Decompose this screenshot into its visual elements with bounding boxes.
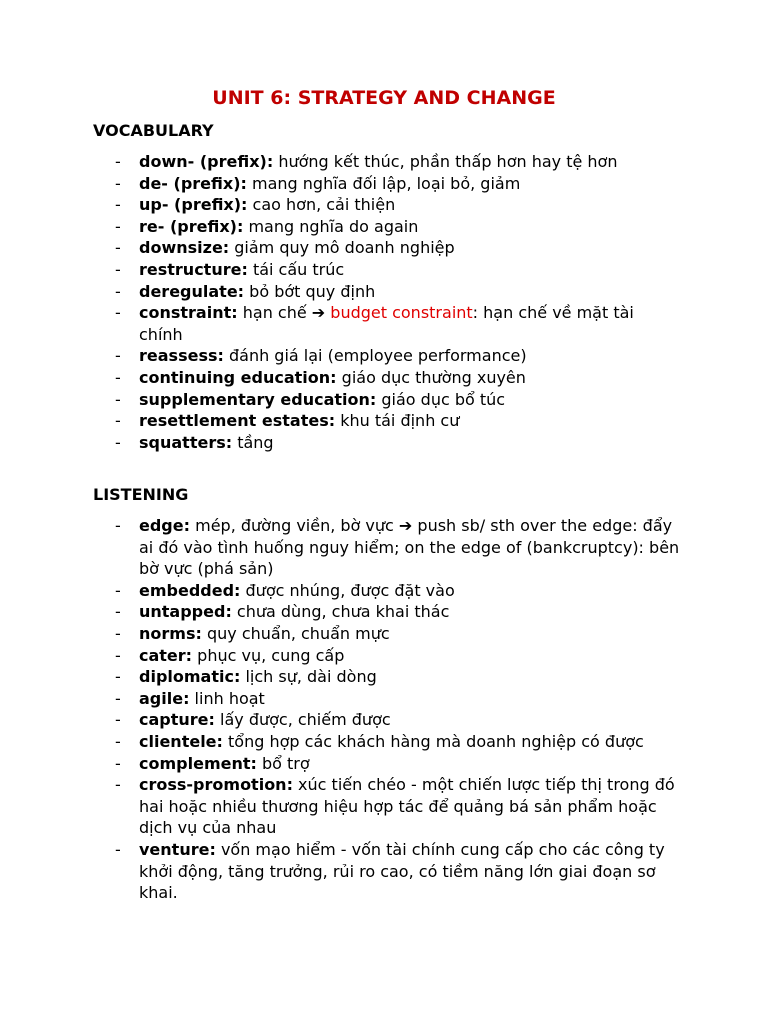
page-title: UNIT 6: STRATEGY AND CHANGE	[212, 87, 556, 109]
bullet-dash: -	[115, 152, 121, 171]
term: complement:	[139, 753, 257, 773]
term: constraint:	[139, 303, 238, 323]
term: de- (prefix):	[139, 173, 247, 193]
definition: giáo dục thường xuyên	[336, 367, 526, 387]
vocabulary-list	[0, 151, 768, 453]
term: clientele:	[139, 731, 223, 751]
definition: khu tái định cư	[335, 411, 460, 431]
bullet-dash: -	[115, 389, 121, 409]
list-item	[0, 753, 768, 775]
term: venture:	[139, 839, 216, 859]
bullet-dash: -	[115, 775, 121, 795]
list-item	[0, 839, 768, 904]
list-item	[0, 623, 768, 645]
term: cross-promotion:	[139, 775, 293, 795]
bullet-dash: -	[115, 432, 121, 452]
definition: quy chuẩn, chuẩn mực	[201, 623, 390, 643]
bullet-dash: -	[115, 195, 121, 215]
list-item	[0, 580, 768, 602]
bullet-dash: -	[115, 346, 121, 366]
bullet-dash: -	[115, 731, 121, 751]
bullet-dash: -	[115, 667, 121, 687]
list-item	[0, 259, 768, 281]
definition: mép, đường viền, bờ vực ➔ push sb/ sth over the edge: đẩy ai đó vào tình huống nguy hiểm; on the edge of (bankcruptcy): bên bờ vực (phá sản)	[139, 516, 680, 579]
list-item	[0, 281, 768, 303]
list-item	[0, 302, 768, 345]
definition: giảm quy mô doanh nghiệp	[229, 238, 455, 258]
definition: đánh giá lại (employee performance)	[223, 346, 527, 366]
bullet-dash: -	[115, 173, 121, 193]
bullet-dash: -	[115, 516, 121, 535]
definition: xúc tiến chéo - một chiến lược tiếp thị trong đó hai hoặc nhiều thương hiệu hợp tác để quảng bá sản phẩm hoặc dịch vụ của nhau	[139, 775, 675, 838]
bullet-dash: -	[115, 216, 121, 236]
term: capture:	[139, 710, 215, 730]
term: up- (prefix):	[139, 195, 248, 215]
bullet-dash: -	[115, 753, 121, 773]
definition: tổng hợp các khách hàng mà doanh nghiệp có được	[222, 731, 644, 751]
definition: tái cấu trúc	[247, 259, 345, 279]
list-item	[0, 389, 768, 411]
term: edge:	[139, 516, 191, 535]
definition: cao hơn, cải thiện	[247, 195, 396, 215]
list-item	[0, 173, 768, 195]
definition: hạn chế ➔	[237, 303, 331, 323]
definition: linh hoạt	[189, 688, 265, 708]
list-item	[0, 666, 768, 688]
vocabulary-heading: VOCABULARY	[93, 121, 214, 140]
definition: tầng	[232, 432, 274, 452]
term: diplomatic:	[139, 667, 241, 687]
list-item	[0, 688, 768, 710]
definition: chưa dùng, chưa khai thác	[231, 602, 450, 622]
definition: giáo dục bổ túc	[376, 389, 506, 409]
list-item	[0, 432, 768, 454]
bullet-dash: -	[115, 710, 121, 730]
definition: mang nghĩa đối lập, loại bỏ, giảm	[246, 173, 521, 193]
list-item	[0, 345, 768, 367]
bullet-dash: -	[115, 281, 121, 301]
definition: mang nghĩa do again	[243, 216, 419, 236]
bullet-dash: -	[115, 645, 121, 665]
term: restructure:	[139, 259, 248, 279]
term: resettlement estates:	[139, 411, 336, 431]
term: cater:	[139, 645, 193, 665]
bullet-dash: -	[115, 839, 121, 859]
list-item	[0, 774, 768, 839]
bullet-dash: -	[115, 602, 121, 622]
term: untapped:	[139, 602, 232, 622]
bullet-dash: -	[115, 580, 121, 600]
bullet-dash: -	[115, 259, 121, 279]
list-item	[0, 515, 768, 580]
definition: bỏ bớt quy định	[244, 281, 376, 301]
listening-heading: LISTENING	[93, 485, 189, 504]
bullet-dash: -	[115, 411, 121, 431]
term: continuing education:	[139, 367, 337, 387]
definition: hướng kết thúc, phần thấp hơn hay tệ hơn	[273, 152, 618, 171]
term: reassess:	[139, 346, 224, 366]
term: down- (prefix):	[139, 152, 274, 171]
definition: vốn mạo hiểm - vốn tài chính cung cấp cho các công ty khởi động, tăng trưởng, rủi ro cao, có tiềm năng lớn giai đoạn sơ khai.	[139, 839, 665, 903]
list-item	[0, 151, 768, 173]
bullet-dash: -	[115, 238, 121, 258]
definition: lấy được, chiếm được	[214, 710, 391, 730]
list-item	[0, 367, 768, 389]
list-item	[0, 601, 768, 623]
definition: được nhúng, được đặt vào	[240, 580, 455, 600]
term: re- (prefix):	[139, 216, 244, 236]
term: supplementary education:	[139, 389, 377, 409]
bullet-dash: -	[115, 367, 121, 387]
term: norms:	[139, 623, 202, 643]
list-item	[0, 709, 768, 731]
term: embedded:	[139, 580, 241, 600]
list-item	[0, 731, 768, 753]
definition-continued: : hạn chế về mặt tài chính	[139, 303, 634, 344]
bullet-dash: -	[115, 303, 121, 323]
definition: bổ trợ	[256, 753, 310, 773]
list-item	[0, 237, 768, 259]
list-item	[0, 194, 768, 216]
list-item	[0, 216, 768, 238]
term: downsize:	[139, 238, 230, 258]
highlighted-term: budget constraint	[330, 303, 473, 323]
term: deregulate:	[139, 281, 245, 301]
definition: phục vụ, cung cấp	[192, 645, 345, 665]
bullet-dash: -	[115, 623, 121, 643]
bullet-dash: -	[115, 688, 121, 708]
list-item	[0, 645, 768, 667]
term: squatters:	[139, 432, 233, 452]
definition: lịch sự, dài dòng	[240, 667, 377, 687]
listening-list	[0, 515, 768, 904]
term: agile:	[139, 688, 190, 708]
list-item	[0, 410, 768, 432]
